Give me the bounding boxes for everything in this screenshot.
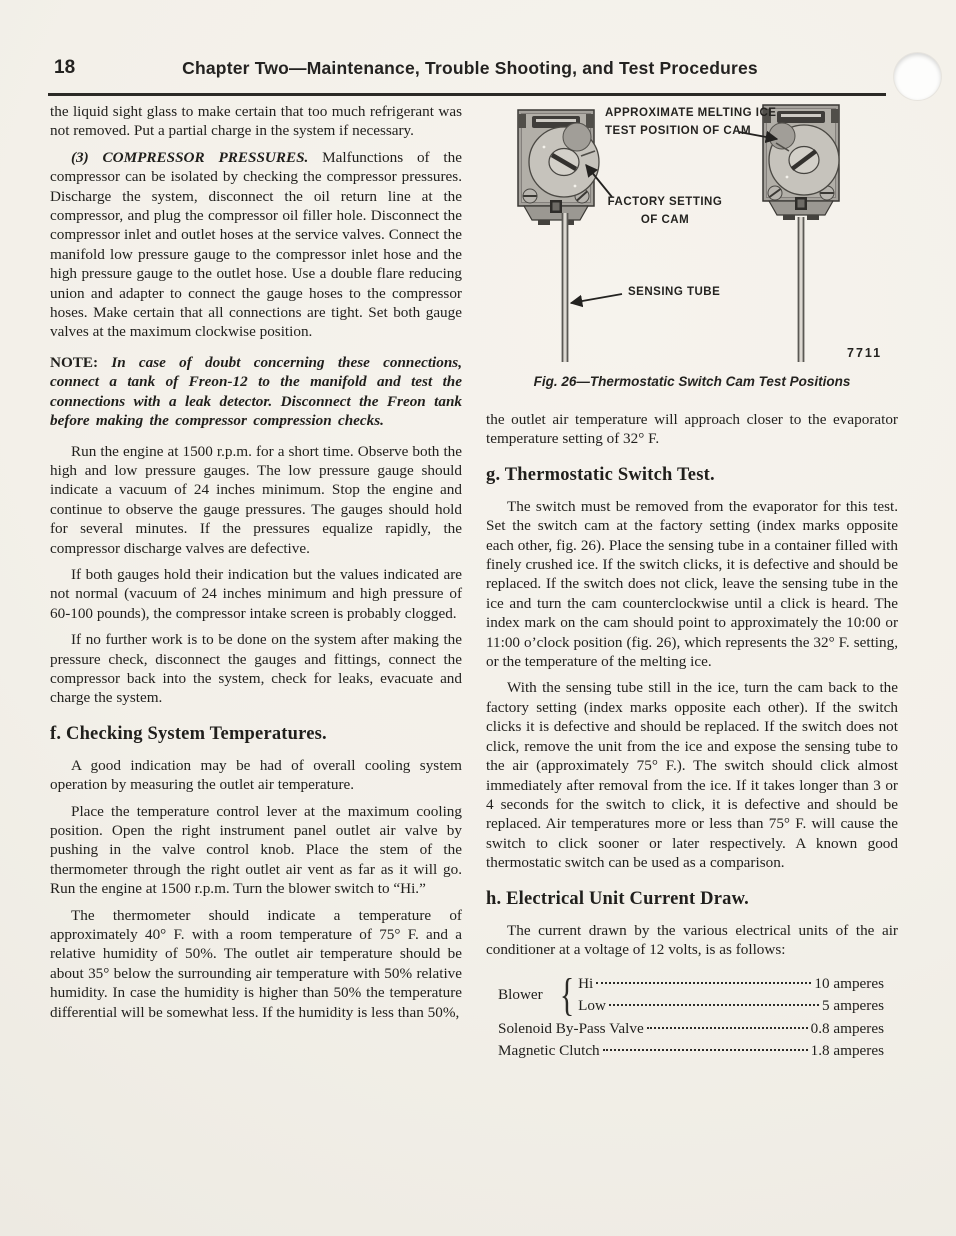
brace-glyph: { <box>559 969 575 1021</box>
paragraph-text: The thermometer should indicate a temperature of approximately 40° F. with a room temperature of 75° F. and a relative humidity of 50%. The outlet air temperature should be about 35° below the surrounding air temperature with 50% relative humidity. In case the humidity is higher than 50% the temperature differential will be somewhat less. If the humidity is less than 50%, <box>50 906 462 1021</box>
row-label: Hi <box>578 975 594 993</box>
label-line: FACTORY SETTING <box>607 196 723 208</box>
blower-rows <box>578 972 884 1017</box>
label-sensing-tube: SENSING TUBE <box>628 286 721 298</box>
left-column <box>50 102 462 1029</box>
right-column <box>486 98 898 1062</box>
arrow-sensing-tube <box>571 294 622 303</box>
paragraph-good-indication <box>50 756 462 795</box>
section-heading-h: h. Electrical Unit Current Draw. <box>486 888 749 909</box>
current-draw-table <box>486 969 898 1060</box>
paragraph-no-further-work <box>50 630 462 708</box>
photo-reference-number: 7711 <box>847 346 883 360</box>
dot-leader <box>596 982 811 984</box>
paragraph-text: If no further work is to be done on the system after making the pressure check, disconnect the gauges and fittings, connect the compressor back into the system, check for leaks, evacuate and charge the system. <box>50 631 462 707</box>
dot-leader <box>647 1027 808 1029</box>
binder-punch-hole <box>894 53 941 100</box>
paragraph-both-gauges <box>50 565 462 623</box>
blower-group-row <box>498 969 884 1021</box>
paragraph-text: Place the temperature control lever at the maximum cooling position. Open the right instrument panel outlet air valve by pushing in the valve control knob. Place the stem of the thermometer through the right outlet air vent as far as it will go. Run the engine at 1500 r.p.m. Turn the blower switch to “Hi.” <box>50 802 462 898</box>
paragraph-text: Malfunctions of the compressor can be isolated by checking the compressor pressures. Discharge the system, disconnect the oil return line at the compressor, and plug the compressor oil filler hole. Disconnect the compressor inlet and outlet hoses at the service valves. Connect the manifold low pressure gauge to the compressor inlet hose and the high pressure gauge to the outlet hose. Use a double flare reducing union and adapter to connect the gauge hoses to the compressor hoses. Make certain that all connections are tight. Set both gauge valves at the maximum clockwise position. <box>50 148 462 341</box>
paragraph-text: The current drawn by the various electrical units of the air conditioner at a voltage of 12 volts, is as follows: <box>486 921 898 958</box>
note-paragraph <box>50 353 462 431</box>
paragraph-text: A good indication may be had of overall cooling system operation by measuring the outlet air temperature. <box>50 756 462 794</box>
paragraph-text: With the sensing tube still in the ice, turn the cam back to the factory setting (index marks opposite each other). If the switch clicks it is defective and should be replaced. If the switch does not click, remove the unit from the ice and expose the sensing tube to the air (approximately 75° F.). The switch should click almost immediately after removal from the ice. If it takes longer than 3 or 4 seconds for the switch to click, it is defective and should be replaced. Air temperatures more or less than 75° F. will cause the switch to click sooner or later respectively. A known good thermostatic switch can be used as a comparison. <box>486 679 898 872</box>
row-value: 0.8 amperes <box>810 1020 884 1038</box>
paragraph-text: The switch must be removed from the evaporator for this test. Set the switch cam at the factory setting (index marks opposite each other, fig. 26). Place the sensing tube in a container filled with finely crushed ice. If the switch clicks, it is defective and should be replaced. If the switch does not click, leave the sensing tube in the ice and turn the cam counterclockwise until a click is heard. The index mark on the cam should point to approximately the 10:00 or 11:00 o’clock position (fig. 26), which represents the 32° F. setting, or the temperature of the melting ice. <box>486 497 898 671</box>
paragraph-text: the outlet air temperature will approach closer to the evaporator temperature setting of 32° F. <box>486 411 898 448</box>
label-line: APPROXIMATE MELTING ICE <box>605 107 777 119</box>
paragraph-switch-test-1 <box>486 497 898 672</box>
note-label: NOTE: <box>50 353 112 371</box>
table-row <box>578 996 884 1015</box>
paragraph-text: If both gauges hold their indication but the values indicated are not normal (vacuum of 24 inches minimum and high pressure of 60-100 pounds), the compressor intake screen is probably clogged. <box>50 565 462 622</box>
paragraph-current-drawn <box>486 921 898 960</box>
paragraph-text: Run the engine at 1500 r.p.m. for a short time. Observe both the high and low pressure gauges. The low pressure gauge should indicate a vacuum of 24 inches minimum. Stop the engine and continue to observe the gauge pressures. The gauges should hold for several minutes. If the pressures equalize rapidly, the compressor discharge valves are defective. <box>50 442 462 557</box>
table-row <box>498 1019 884 1038</box>
paragraph-outlet-air <box>486 410 898 449</box>
label-line: OF CAM <box>640 213 690 226</box>
row-value: 5 amperes <box>822 996 884 1014</box>
chapter-title: Chapter Two—Maintenance, Trouble Shooting, and Test Procedures <box>182 58 758 78</box>
paragraph-text: the liquid sight glass to make certain that too much refrigerant was not removed. Put a partial charge in the system if necessary. <box>50 103 462 140</box>
table-row <box>578 974 884 993</box>
row-value: 1.8 amperes <box>810 1041 884 1059</box>
compressor-pressures-lead: (3) COMPRESSOR PRESSURES. <box>71 148 309 166</box>
paragraph-run-engine <box>50 442 462 558</box>
label-melting-ice-test-position <box>605 105 776 140</box>
row-label: Solenoid By-Pass Valve <box>498 1020 644 1038</box>
blower-label: Blower <box>498 986 543 1004</box>
figure-26-artwork <box>486 98 898 370</box>
paragraph-switch-test-2 <box>486 678 898 872</box>
switch-melting-ice-position <box>763 105 839 362</box>
paragraph-place-lever <box>50 802 462 899</box>
section-heading-g: g. Thermostatic Switch Test. <box>486 464 715 485</box>
paragraph-compressor-pressures <box>50 148 462 342</box>
switch-factory-setting <box>518 110 599 362</box>
row-label: Magnetic Clutch <box>498 1041 600 1059</box>
figure-caption: Fig. 26—Thermostatic Switch Cam Test Positions <box>533 374 851 389</box>
header-rule <box>48 93 886 96</box>
dot-leader <box>609 1004 819 1006</box>
note-text: In case of doubt concerning these connections, connect a tank of Freon-12 to the manifold and test the connections with a leak detector. Disconnect the Freon tank before making the compressor compression checks. <box>50 353 462 430</box>
paragraph-sight-glass <box>50 102 462 141</box>
table-row <box>498 1041 884 1060</box>
label-line: TEST POSITION OF CAM <box>605 124 752 137</box>
section-heading-f: f. Checking System Temperatures. <box>50 723 327 744</box>
dot-leader <box>603 1049 808 1051</box>
label-factory-setting <box>606 194 724 229</box>
row-label: Low <box>578 996 606 1014</box>
paragraph-thermometer <box>50 906 462 1022</box>
page-number: 18 <box>54 57 76 78</box>
row-value: 10 amperes <box>814 975 884 993</box>
figure-26 <box>486 98 898 390</box>
